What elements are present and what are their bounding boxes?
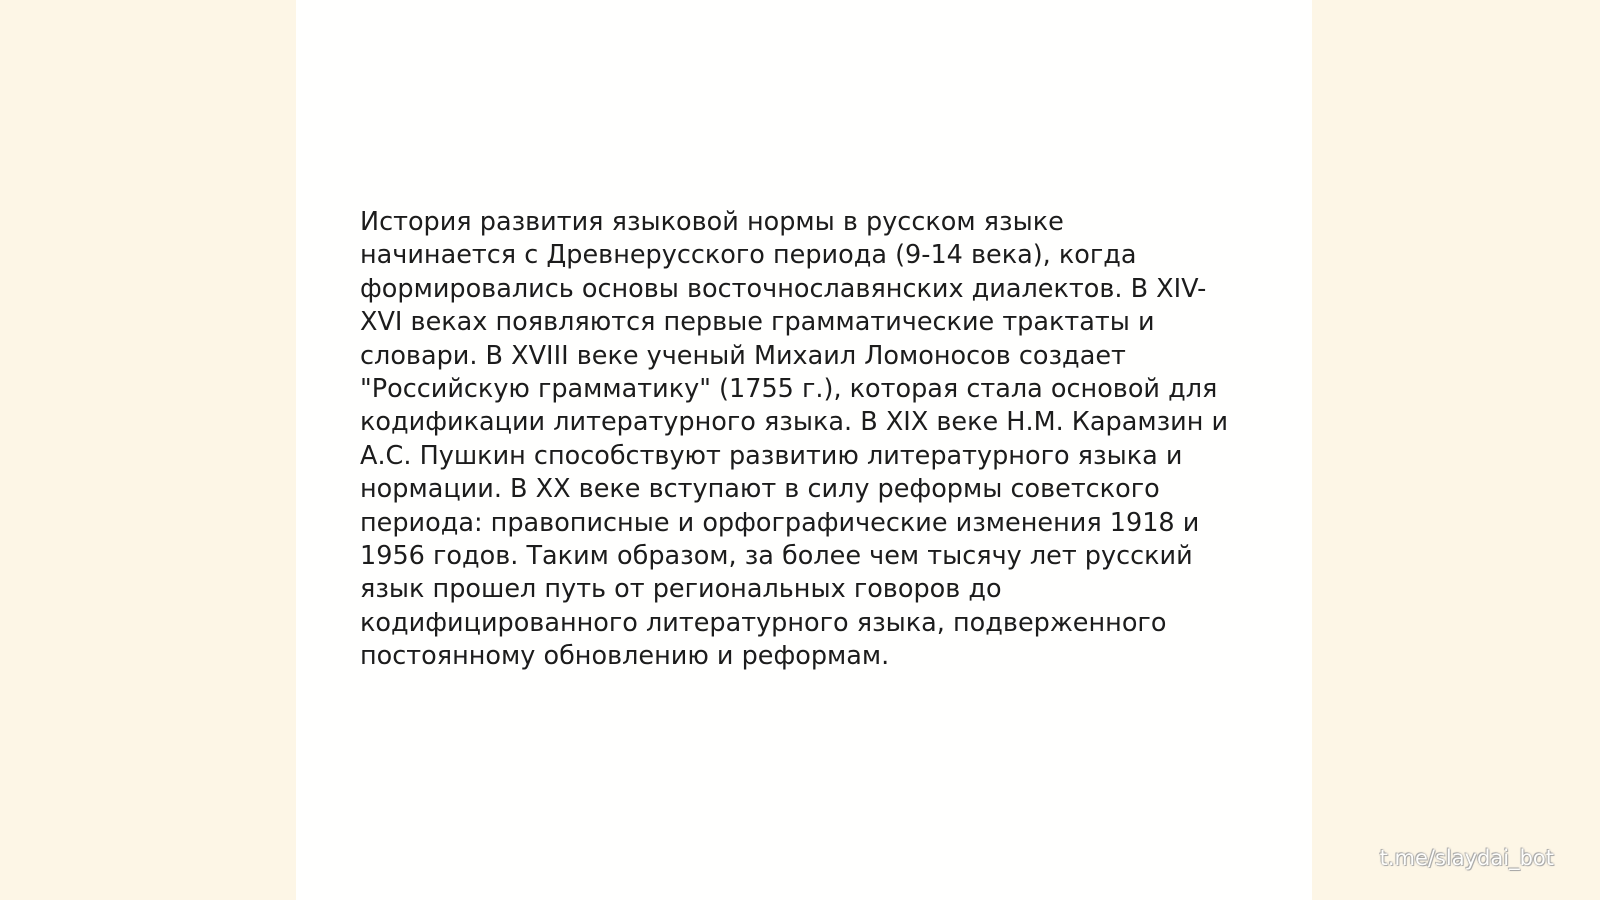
watermark: t.me/slaydai_bot <box>1379 846 1554 870</box>
slide-body-text: История развития языковой нормы в русском языке начинается с Древнерусского периода (9-14 века), когда формировались основы восточнославянских диалектов. В XIV- XVI веках появляются первые грамматические трактаты и словари. В XVIII веке ученый Михаил Ломоносов создает "Российскую грамматику" (1755 г.), которая стала основой для кодификации литературного языка. В XIX веке Н.М. Карамзин и А.С. Пушкин способствуют развитию литературного языка и нормации. В XX веке вступают в силу реформы советского периода: правописные и орфографические изменения 1918 и 1956 годов. Таким образом, за более чем тысячу лет русский язык прошел путь от региональных говоров до кодифицированного литературного языка, подверженного постоянному обновлению и реформам. <box>360 207 1229 672</box>
